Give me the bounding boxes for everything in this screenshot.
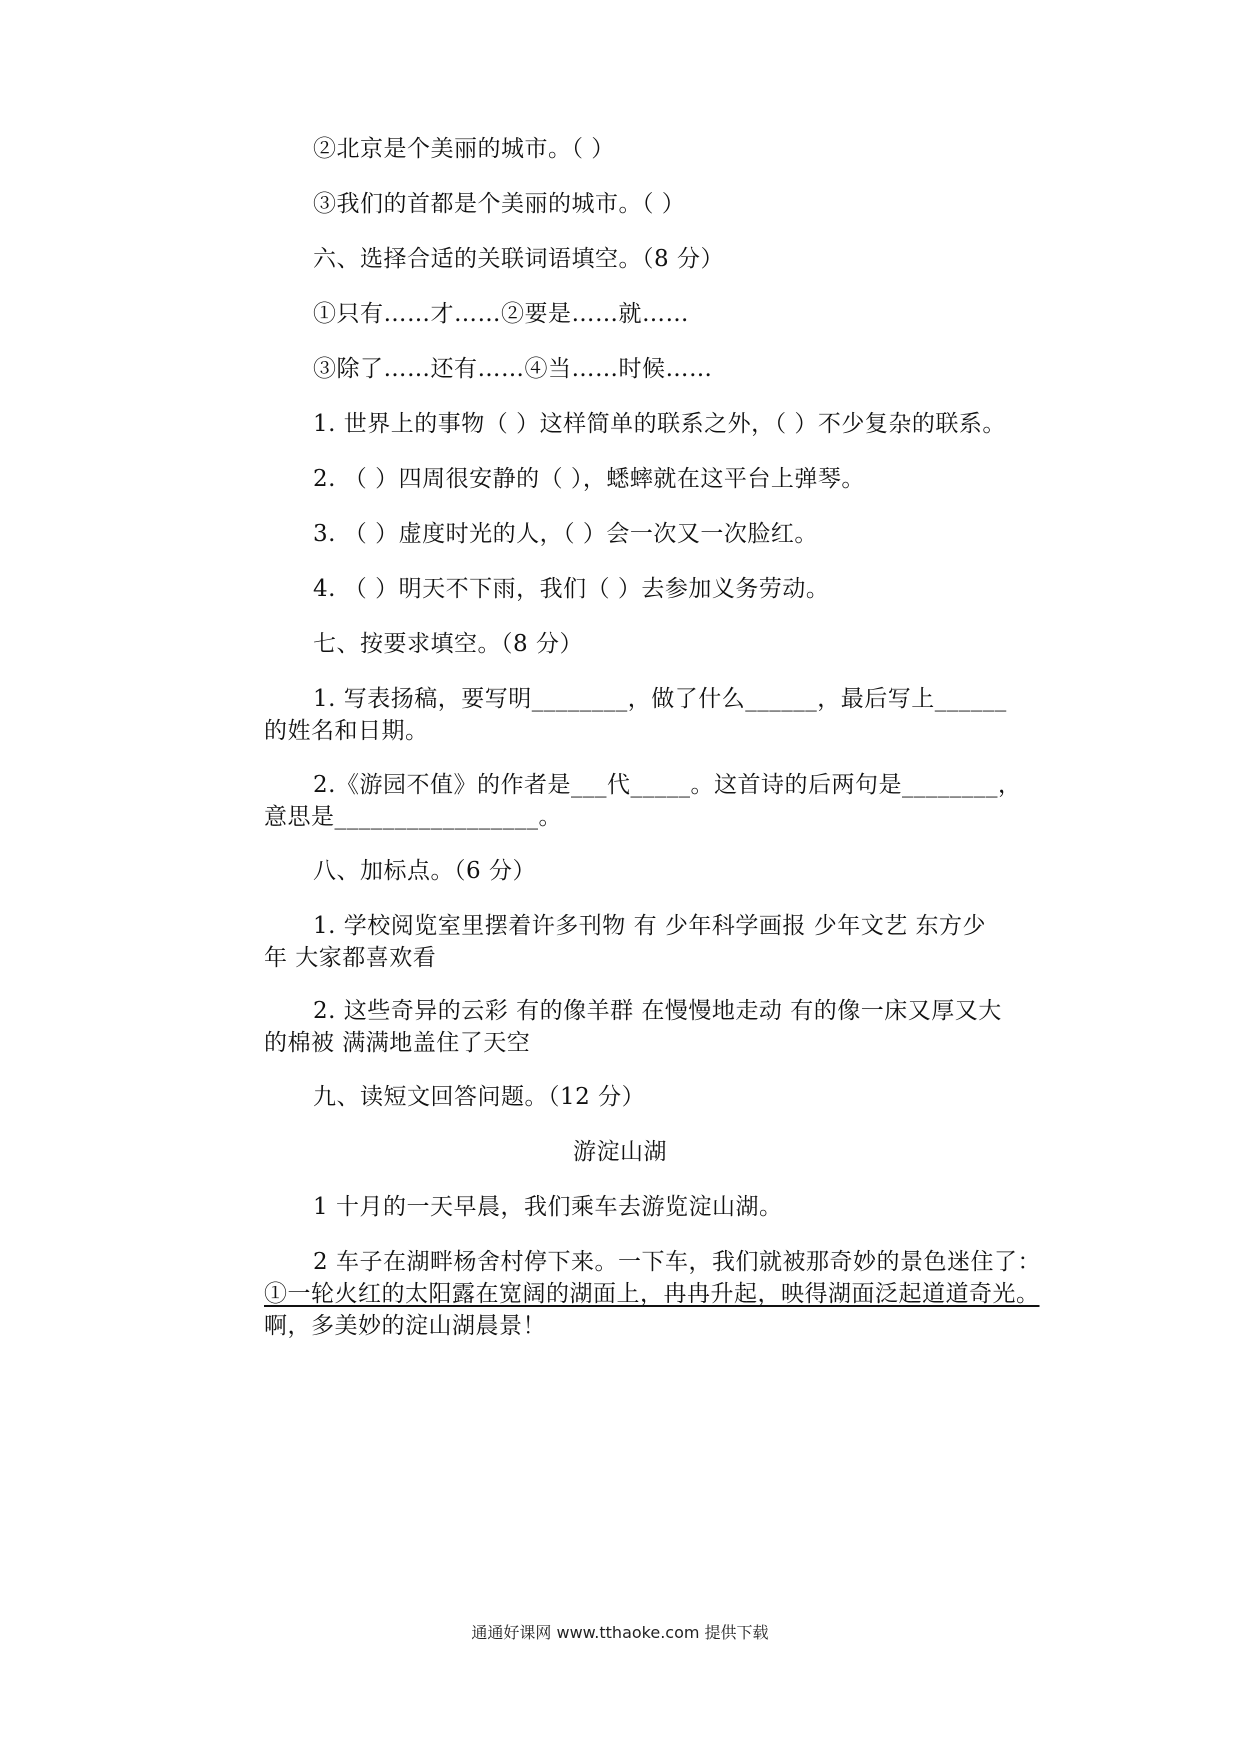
section8-question-1-line2: 年 大家都喜欢看	[264, 945, 437, 971]
passage-paragraph-2-underlined-sentence: ①一轮火红的太阳露在宽阔的湖面上，冉冉升起，映得湖面泛起道道奇光。	[264, 1281, 1040, 1307]
section8-question-2-line2: 的棉被 满满地盖住了天空	[264, 1030, 531, 1056]
section5-item3: ③我们的首都是个美丽的城市。（ ）	[313, 191, 686, 217]
section6-heading: 六、选择合适的关联词语填空。（8 分）	[313, 246, 724, 272]
passage-paragraph-2-line1: 2 车子在湖畔杨舍村停下来。一下车，我们就被那奇妙的景色迷住了：	[313, 1249, 1041, 1275]
section8-heading: 八、加标点。（6 分）	[313, 858, 536, 884]
section8-question-1-line1: 1. 学校阅览室里摆着许多刊物 有 少年科学画报 少年文艺 东方少	[313, 913, 986, 939]
section7-heading: 七、按要求填空。（8 分）	[313, 631, 583, 657]
passage-paragraph-1: 1 十月的一天早晨，我们乘车去游览淀山湖。	[313, 1194, 783, 1220]
passage-paragraph-2-line3: 啊，多美妙的淀山湖晨景！	[264, 1313, 546, 1339]
section7-question-1-line2: 的姓名和日期。	[264, 718, 429, 744]
section6-question-1: 1. 世界上的事物（ ）这样简单的联系之外，（ ）不少复杂的联系。	[313, 411, 1006, 437]
section9-heading: 九、读短文回答问题。（12 分）	[313, 1084, 646, 1110]
passage-title: 游淀山湖	[573, 1139, 667, 1165]
section7-question-1-line1: 1. 写表扬稿，要写明________，做了什么______，最后写上______	[313, 686, 1007, 712]
section6-question-3: 3. （ ）虚度时光的人，（ ）会一次又一次脸红。	[313, 521, 818, 547]
section6-options-line1: ①只有……才……②要是……就……	[313, 301, 689, 327]
section6-question-4: 4. （ ）明天不下雨，我们（ ）去参加义务劳动。	[313, 576, 830, 602]
section7-question-2-line2: 意思是_________________。	[264, 804, 562, 830]
section6-options-line2: ③除了……还有……④当……时候……	[313, 356, 713, 382]
section6-question-2: 2. （ ）四周很安静的（ ），蟋蟀就在这平台上弹琴。	[313, 466, 865, 492]
section8-question-2-line1: 2. 这些奇异的云彩 有的像羊群 在慢慢地走动 有的像一床又厚又大	[313, 998, 1002, 1024]
page-footer: 通通好课网 www.tthaoke.com 提供下载	[471, 1623, 769, 1642]
section5-item2: ②北京是个美丽的城市。（ ）	[313, 136, 615, 162]
section7-question-2-line1: 2.《游园不值》的作者是___代_____。这首诗的后两句是________，	[313, 772, 1022, 798]
